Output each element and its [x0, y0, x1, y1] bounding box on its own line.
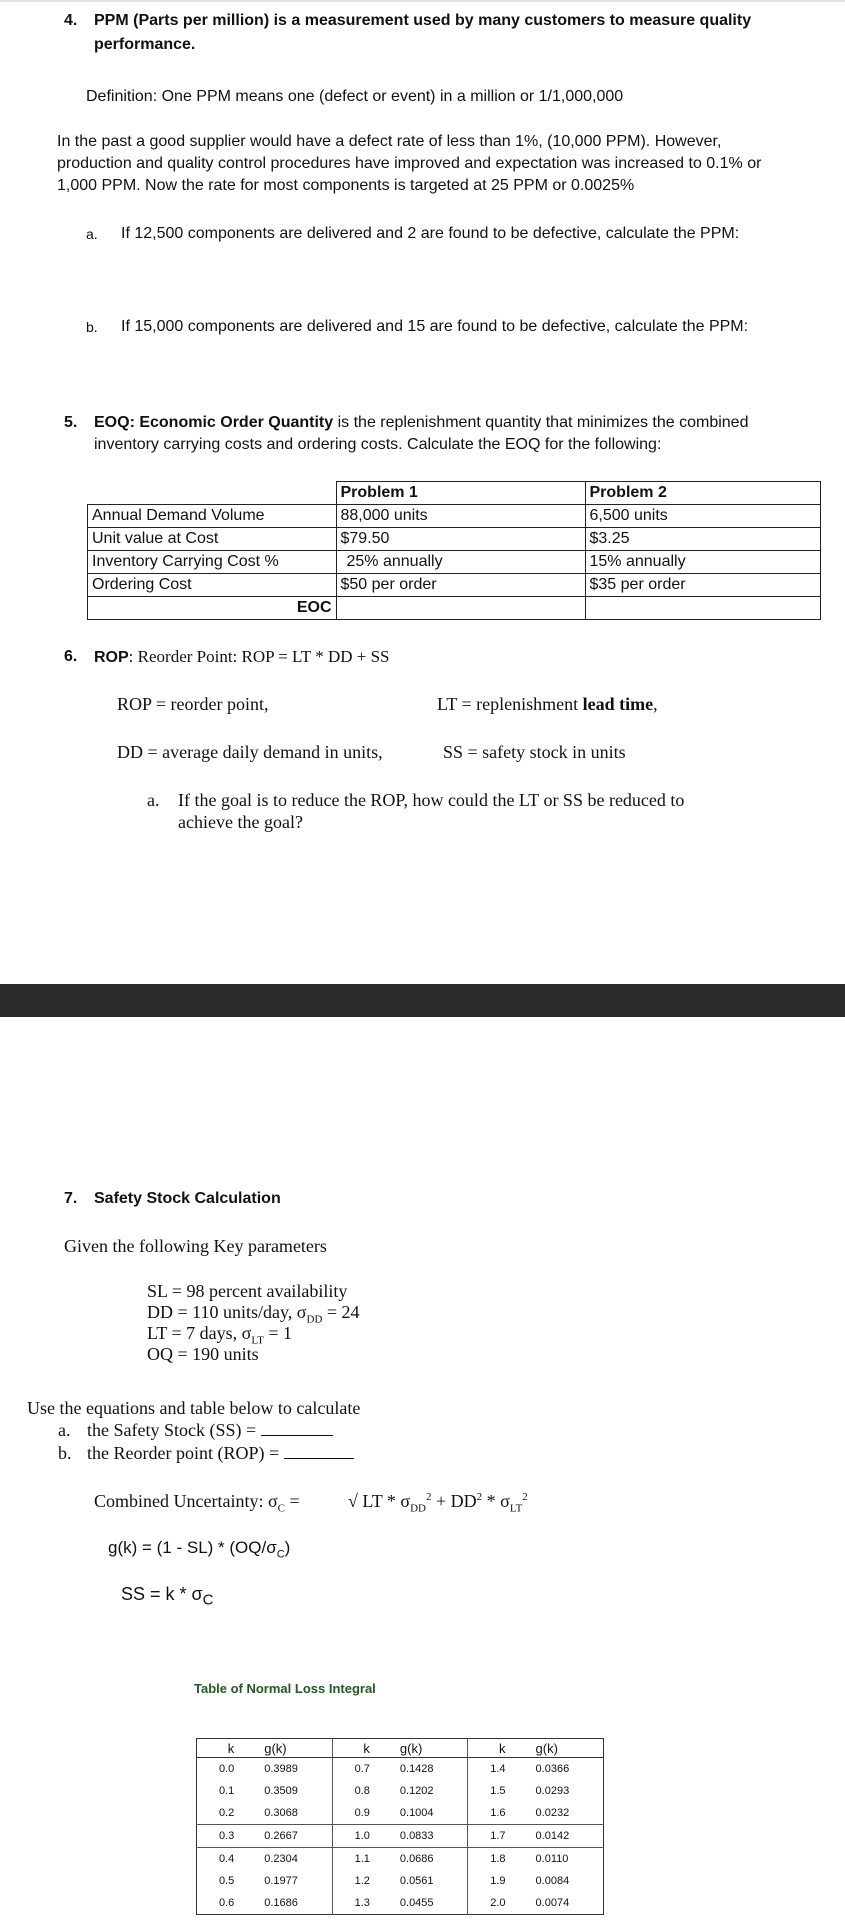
eoq-row-label: Inventory Carrying Cost % — [88, 551, 337, 574]
nli-gk: 0.2304 — [238, 1848, 332, 1871]
q6a-line2: achieve the goal? — [178, 812, 303, 832]
ss-formula-sub: C — [202, 1591, 214, 1609]
eoq-header-blank — [88, 482, 337, 505]
nli-k: 0.8 — [354, 1785, 370, 1797]
q6-title — [94, 647, 390, 667]
q6-def-lt — [437, 694, 658, 715]
nli-k: 0.6 — [218, 1897, 235, 1909]
eoq-header-problem2: Problem 2 — [585, 482, 821, 505]
eoq-row-label: Ordering Cost — [88, 574, 337, 597]
nli-k: 0.4 — [218, 1853, 235, 1865]
nli-gk: 0.0074 — [535, 1897, 570, 1909]
formula-sup1: 2 — [426, 1491, 432, 1503]
nli-gk: 0.1004 — [374, 1802, 468, 1825]
eoq-row-label: Unit value at Cost — [88, 528, 337, 551]
eoq-row — [88, 551, 821, 574]
combined-uncertainty-label — [94, 1491, 300, 1515]
nli-row — [197, 1780, 604, 1802]
q7-given: Given the following Key parameters — [64, 1236, 327, 1256]
eoq-cell: 25% annually — [336, 551, 585, 574]
q4a-question: If 12,500 components are delivered and 2 are found to be defective, calculate the PPM: — [121, 225, 740, 242]
combined-uncertainty-formula — [348, 1491, 528, 1515]
nli-gk: 0.0110 — [535, 1853, 569, 1865]
nli-k: 1.7 — [468, 1825, 510, 1848]
nli-k: 0.5 — [218, 1875, 235, 1887]
combined-label-eq: = — [285, 1491, 300, 1511]
nli-gk: 0.1428 — [374, 1758, 468, 1781]
nli-row — [197, 1848, 604, 1871]
nli-gk: 0.1202 — [374, 1780, 468, 1802]
q4-title-line2: performance. — [94, 36, 196, 53]
q4a-label: a. — [86, 226, 98, 242]
nli-row — [197, 1825, 604, 1848]
gk-formula-end: ) — [284, 1538, 291, 1557]
q7a-answer-blank[interactable] — [261, 1421, 333, 1436]
q5-title-bold: EOQ: Economic Order Quantity — [94, 414, 334, 431]
q7b-label: b. — [58, 1443, 72, 1463]
q7-param-lt-sub: LT — [251, 1334, 264, 1347]
eoq-cell: 88,000 units — [336, 505, 585, 528]
q7-param-dd-sub: DD — [306, 1313, 323, 1326]
q4-definition: Definition: One PPM means one (defect or event) in a million or 1/1,000,000 — [86, 88, 624, 105]
nli-gk: 0.1686 — [238, 1892, 332, 1915]
formula-sup3: 2 — [522, 1491, 528, 1503]
nli-header-k: k — [468, 1739, 510, 1758]
nli-gk: 0.0833 — [374, 1825, 468, 1848]
formula-sub1: DD — [410, 1502, 426, 1515]
q7-param-oq: OQ = 190 units — [147, 1344, 259, 1364]
nli-gk: 0.0293 — [535, 1785, 570, 1797]
q7b-answer-blank[interactable] — [284, 1444, 354, 1459]
eoq-cell: $50 per order — [336, 574, 585, 597]
q7a-text: the Safety Stock (SS) = — [87, 1420, 257, 1440]
q4-title-line1: PPM (Parts per million) is a measurement used by many customers to measure quality — [94, 12, 752, 29]
nli-k: 1.6 — [468, 1802, 510, 1825]
eoq-header-row — [88, 482, 821, 505]
nli-k: 1.8 — [490, 1853, 506, 1865]
nli-k: 1.1 — [354, 1853, 370, 1865]
nli-header-k: k — [197, 1739, 239, 1758]
combined-label-sub: C — [277, 1502, 286, 1515]
q6-def-lt-bold: lead time — [582, 694, 654, 714]
eoq-cell: $35 per order — [585, 574, 821, 597]
eoq-answer-problem2[interactable] — [585, 597, 821, 620]
nli-k: 1.4 — [490, 1763, 506, 1775]
q4-paragraph-line3: 1,000 PPM. Now the rate for most components is targeted at 25 PPM or 0.0025% — [57, 177, 635, 194]
nli-gk: 0.0232 — [510, 1802, 604, 1825]
eoq-footer-label: EOC — [88, 597, 337, 620]
nli-row — [197, 1892, 604, 1915]
nli-k: 2.0 — [490, 1897, 506, 1909]
q7b-text: the Reorder point (ROP) = — [87, 1443, 280, 1463]
q6-def-rop: ROP = reorder point, — [117, 694, 269, 714]
q6-def-ss: SS = safety stock in units — [443, 742, 626, 762]
combined-label-text: Combined Uncertainty: σ — [94, 1491, 278, 1511]
q7-param-dd-end: = 24 — [322, 1302, 360, 1322]
q6-def-lt-pre: LT = replenishment — [437, 694, 583, 714]
q7-param-sl: SL = 98 percent availability — [147, 1281, 348, 1301]
q6-number: 6. — [64, 648, 78, 665]
gk-formula-sub: C — [276, 1548, 285, 1561]
eoq-cell: 6,500 units — [585, 505, 821, 528]
nli-gk: 0.0561 — [374, 1870, 468, 1892]
q5-title-line1 — [94, 414, 748, 432]
eoq-cell: $79.50 — [336, 528, 585, 551]
eoq-footer-row — [88, 597, 821, 620]
nli-gk: 0.0686 — [374, 1848, 468, 1871]
q5-title-rest: is the replenishment quantity that minimizes the combined — [333, 414, 749, 431]
nli-gk: 0.0455 — [374, 1892, 468, 1915]
q7-instructions: Use the equations and table below to calculate — [27, 1398, 361, 1418]
nli-gk: 0.2667 — [238, 1825, 332, 1848]
eoq-row — [88, 505, 821, 528]
nli-gk: 0.0142 — [510, 1825, 604, 1848]
nli-k: 1.9 — [490, 1875, 506, 1887]
nli-k: 1.3 — [354, 1897, 370, 1909]
ss-formula — [121, 1584, 214, 1609]
gk-formula-text: g(k) = (1 - SL) * (OQ/σ — [108, 1538, 277, 1557]
nli-header-k: k — [332, 1739, 374, 1758]
nli-k: 1.2 — [354, 1875, 370, 1887]
q5-number: 5. — [64, 414, 78, 431]
q4-number: 4. — [64, 12, 78, 29]
q6-def-dd: DD = average daily demand in units, — [117, 742, 383, 762]
q4b-question: If 15,000 components are delivered and 15 are found to be defective, calculate the PPM: — [121, 318, 749, 335]
nli-row — [197, 1870, 604, 1892]
nli-k: 0.2 — [197, 1802, 239, 1825]
q7-param-lt-main: LT = 7 days, σ — [147, 1323, 252, 1343]
q5-title-line2: inventory carrying costs and ordering costs. Calculate the EOQ for the following: — [94, 436, 662, 453]
nli-k: 0.1 — [218, 1785, 235, 1797]
q6-title-bold: ROP — [94, 649, 129, 666]
nli-k: 1.0 — [332, 1825, 374, 1848]
nli-gk: 0.3509 — [238, 1780, 332, 1802]
nli-header-gk: g(k) — [510, 1739, 604, 1758]
nli-k: 0.0 — [218, 1763, 235, 1775]
eoq-answer-problem1[interactable] — [336, 597, 585, 620]
normal-loss-integral-table — [196, 1738, 604, 1915]
q6a-label: a. — [147, 790, 160, 810]
ss-formula-text: SS = k * σ — [121, 1584, 203, 1604]
eoq-table — [87, 481, 821, 620]
nli-gk: 0.3989 — [238, 1758, 332, 1781]
eoq-cell: $3.25 — [585, 528, 821, 551]
nli-k: 0.9 — [332, 1802, 374, 1825]
eoq-cell: 15% annually — [585, 551, 821, 574]
nli-k: 1.5 — [490, 1785, 506, 1797]
nli-row — [197, 1758, 604, 1781]
nli-k: 0.3 — [197, 1825, 239, 1848]
nli-k: 0.7 — [354, 1763, 370, 1775]
nli-header-gk: g(k) — [238, 1739, 332, 1758]
q6a-line1: If the goal is to reduce the ROP, how could the LT or SS be reduced to — [178, 790, 685, 810]
q7-param-lt-end: = 1 — [263, 1323, 292, 1343]
nli-table-title: Table of Normal Loss Integral — [194, 1681, 376, 1696]
nli-header-row — [197, 1739, 604, 1758]
nli-header-gk: g(k) — [374, 1739, 468, 1758]
eoq-row — [88, 528, 821, 551]
gk-formula — [108, 1538, 290, 1560]
nli-gk: 0.1977 — [238, 1870, 332, 1892]
q4-paragraph-line1: In the past a good supplier would have a defect rate of less than 1%, (10,000 PPM). However, — [57, 133, 722, 150]
page-divider — [0, 984, 845, 1017]
q7-number: 7. — [64, 1190, 78, 1207]
formula-part3: * σ — [482, 1491, 510, 1511]
nli-gk: 0.0366 — [535, 1763, 570, 1775]
q7a-label: a. — [58, 1420, 71, 1440]
q6-title-rest: : Reorder Point: ROP = LT * DD + SS — [128, 647, 390, 666]
top-border — [0, 0, 845, 2]
nli-gk: 0.0084 — [535, 1875, 570, 1887]
q7b-question — [87, 1443, 354, 1464]
formula-part1: √ LT * σ — [348, 1491, 411, 1511]
formula-part2: + DD — [431, 1491, 477, 1511]
nli-row — [197, 1802, 604, 1825]
eoq-header-problem1: Problem 1 — [336, 482, 585, 505]
formula-sup2: 2 — [476, 1491, 483, 1503]
q4-paragraph-line2: production and quality control procedures have improved and expectation was increased to 0.1% or — [57, 155, 762, 172]
eoq-row-label: Annual Demand Volume — [88, 505, 337, 528]
q4b-label: b. — [86, 319, 98, 335]
q7a-question — [87, 1420, 333, 1441]
nli-gk: 0.3068 — [238, 1802, 332, 1825]
eoq-row — [88, 574, 821, 597]
q7-title: Safety Stock Calculation — [94, 1190, 281, 1207]
formula-sub3: LT — [509, 1502, 523, 1515]
q7-param-dd-main: DD = 110 units/day, σ — [147, 1302, 307, 1322]
q6-def-lt-post: , — [653, 694, 658, 714]
